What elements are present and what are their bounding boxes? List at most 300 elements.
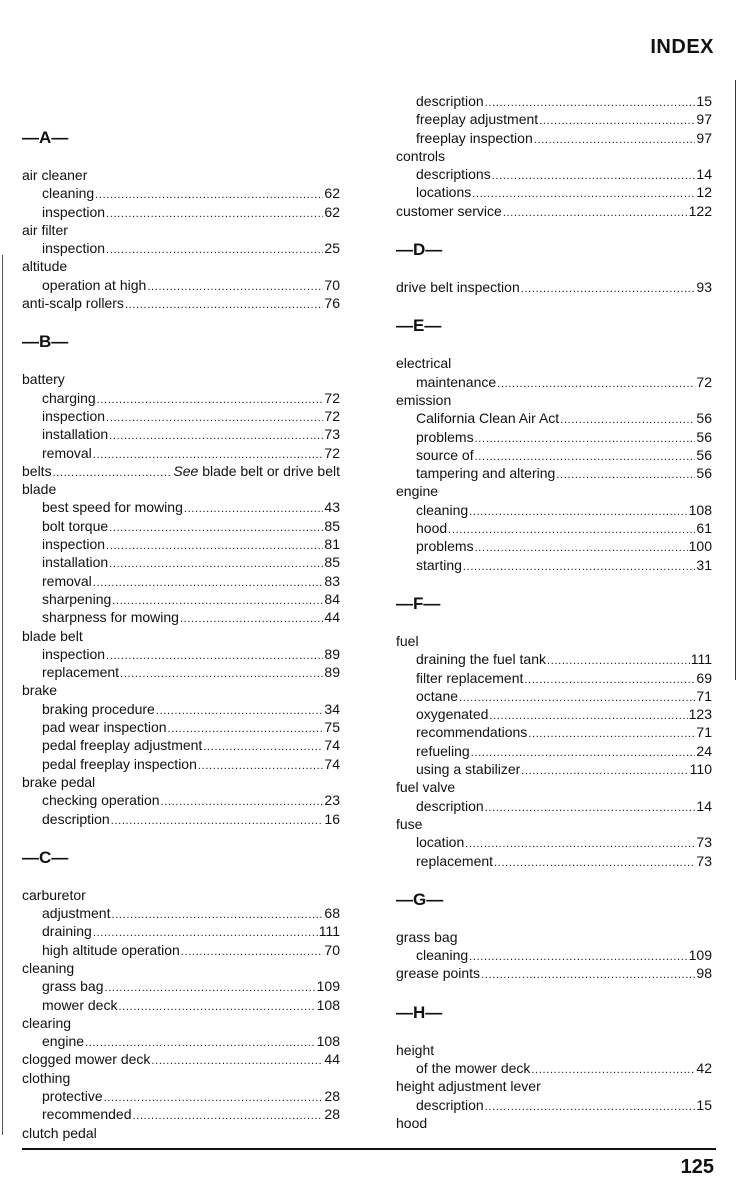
page-reference: 62 <box>324 203 340 220</box>
page-reference: 108 <box>316 996 340 1013</box>
page-reference: 85 <box>324 554 340 571</box>
index-entry <box>22 462 340 480</box>
dot-leader <box>469 503 687 521</box>
entry-term: tampering and altering <box>416 465 556 482</box>
page-number: 125 <box>680 1156 714 1178</box>
entry-term: pad wear inspection <box>42 719 167 736</box>
page-reference: 84 <box>324 590 340 607</box>
dot-leader <box>97 391 324 409</box>
index-subentry <box>396 501 712 519</box>
entry-term: description <box>416 1096 484 1113</box>
index-subentry <box>396 705 712 723</box>
index-entry <box>22 1124 340 1142</box>
page-reference: 56 <box>696 446 712 463</box>
dot-leader <box>528 725 695 743</box>
index-subentry <box>22 736 340 754</box>
index-entry <box>22 370 340 388</box>
dot-leader <box>560 411 695 429</box>
entry-term: adjustment <box>42 905 111 922</box>
entry-term: height adjustment lever <box>396 1078 541 1095</box>
index-entry <box>22 1014 340 1032</box>
entry-term: recommendations <box>416 724 528 741</box>
index-entry <box>396 632 712 650</box>
dot-leader <box>156 702 324 720</box>
entry-term: replacement <box>42 664 120 681</box>
index-subentry <box>22 444 340 462</box>
entry-term: electrical <box>396 355 452 372</box>
index-subentry <box>22 590 340 608</box>
page-reference: 72 <box>696 373 712 390</box>
dot-leader <box>151 1052 323 1070</box>
page-reference: 75 <box>324 719 340 736</box>
dot-leader <box>181 943 324 961</box>
index-subentry <box>22 1087 340 1105</box>
dot-leader <box>547 652 690 670</box>
entry-term: brake pedal <box>22 773 96 790</box>
entry-term: air filter <box>22 221 68 238</box>
page-reference: 15 <box>696 1096 712 1113</box>
dot-leader <box>469 948 687 966</box>
entry-term: refueling <box>416 742 470 759</box>
entry-term: high altitude operation <box>42 941 180 958</box>
dot-leader <box>118 998 315 1016</box>
index-entry <box>22 1050 340 1068</box>
dot-leader <box>106 537 323 555</box>
page-reference: 72 <box>324 444 340 461</box>
index-subentry <box>22 1105 340 1123</box>
entry-term: height <box>396 1041 435 1058</box>
entry-term: bolt torque <box>42 517 109 534</box>
entry-term: description <box>42 810 110 827</box>
dot-leader <box>475 430 696 448</box>
dot-leader <box>106 205 323 223</box>
dot-leader <box>485 799 696 817</box>
entry-term: locations <box>416 184 472 201</box>
index-entry <box>22 959 340 977</box>
entry-term: engine <box>42 1033 85 1050</box>
page-reference: 70 <box>324 941 340 958</box>
dot-leader <box>531 1061 695 1079</box>
entry-term: draining the fuel tank <box>416 651 546 668</box>
entry-term: altitude <box>22 258 68 275</box>
entry-term: filter replacement <box>416 669 524 686</box>
dot-leader <box>556 466 695 484</box>
section-letter-heading: —G— <box>396 889 444 909</box>
index-entry <box>396 482 712 500</box>
index-entry <box>396 1114 712 1132</box>
index-entry <box>396 928 712 946</box>
entry-term: inspection <box>42 407 106 424</box>
dot-leader <box>465 835 695 853</box>
dot-leader <box>53 464 173 482</box>
dot-leader <box>198 757 324 775</box>
page-reference: 109 <box>316 978 340 995</box>
dot-leader <box>109 555 323 573</box>
entry-term: hood <box>396 1114 428 1131</box>
dot-leader <box>485 1098 696 1116</box>
entry-term: of the mower deck <box>416 1059 531 1076</box>
index-subentry <box>396 519 712 537</box>
section-letter-heading: —B— <box>22 332 69 352</box>
page-reference: 15 <box>696 93 712 109</box>
dot-leader <box>109 427 323 445</box>
dot-leader <box>125 296 323 314</box>
entry-term: belts <box>22 462 52 479</box>
dot-leader <box>147 278 323 296</box>
index-subentry <box>22 203 340 221</box>
entry-term: California Clean Air Act <box>416 410 560 427</box>
index-subentry <box>396 833 712 851</box>
entry-term: cleaning <box>22 959 75 976</box>
entry-term: description <box>416 93 484 109</box>
section-letter-heading: —A— <box>22 128 69 147</box>
entry-term: description <box>416 797 484 814</box>
index-subentry <box>396 464 712 482</box>
page-reference: 89 <box>324 645 340 662</box>
dot-leader <box>184 500 324 518</box>
index-column-right <box>396 0 712 1132</box>
index-subentry <box>396 537 712 555</box>
entry-term: cleaning <box>416 501 469 518</box>
page-reference: 68 <box>324 905 340 922</box>
index-subentry <box>22 700 340 718</box>
index-subentry <box>22 425 340 443</box>
entry-term: sharpening <box>42 590 112 607</box>
page-reference: 97 <box>696 129 712 146</box>
dot-leader <box>133 1107 324 1125</box>
dot-leader <box>203 738 323 756</box>
entry-term: maintenance <box>416 373 497 390</box>
page-reference: 12 <box>696 184 712 201</box>
dot-leader <box>524 671 695 689</box>
index-entry <box>396 964 712 982</box>
entry-term: inspection <box>42 203 106 220</box>
page-reference: 28 <box>324 1106 340 1123</box>
entry-term: installation <box>42 554 109 571</box>
page-reference: 123 <box>688 706 712 723</box>
index-entry <box>396 778 712 796</box>
entry-term: charging <box>42 389 96 406</box>
entry-term: drive belt inspection <box>396 279 520 296</box>
dot-leader <box>503 204 688 222</box>
index-subentry <box>22 184 340 202</box>
entry-term: oxygenated <box>416 706 489 723</box>
page-reference: 44 <box>324 1051 340 1068</box>
page-reference: 108 <box>316 1033 340 1050</box>
index-subentry <box>396 650 712 668</box>
index-entry <box>22 221 340 239</box>
index-subentry <box>396 742 712 760</box>
index-subentry <box>22 276 340 294</box>
page-reference: 43 <box>324 499 340 516</box>
page-reference: 73 <box>696 834 712 851</box>
page-reference: 56 <box>696 465 712 482</box>
index-subentry <box>22 941 340 959</box>
index-subentry <box>22 810 340 828</box>
page-reference: 23 <box>324 792 340 809</box>
page-reference: 44 <box>324 609 340 626</box>
entry-term: sharpness for mowing <box>42 609 179 626</box>
dot-leader <box>106 647 323 665</box>
dot-leader <box>521 280 696 298</box>
index-subentry <box>396 409 712 427</box>
entry-term: draining <box>42 923 92 940</box>
page-reference: 85 <box>324 517 340 534</box>
index-entry <box>396 278 712 296</box>
entry-term: fuel <box>396 632 419 649</box>
index-subentry <box>22 645 340 663</box>
page-reference: 100 <box>688 538 712 555</box>
page-reference: 110 <box>689 761 712 778</box>
page-reference: 83 <box>324 572 340 589</box>
index-subentry <box>22 718 340 736</box>
index-entry <box>22 480 340 498</box>
dot-leader <box>497 375 695 393</box>
index-subentry <box>396 428 712 446</box>
dot-leader <box>475 539 688 557</box>
index-subentry <box>22 407 340 425</box>
page-reference: 98 <box>696 965 712 982</box>
entry-term: engine <box>396 483 439 500</box>
entry-term: protective <box>42 1088 103 1105</box>
dot-leader <box>481 966 695 984</box>
index-subentry <box>22 572 340 590</box>
index-entry <box>396 391 712 409</box>
page-reference: 69 <box>696 669 712 686</box>
dot-leader <box>93 574 324 592</box>
section-letter-heading: —D— <box>396 240 443 260</box>
dot-leader <box>534 131 696 149</box>
page-reference: 72 <box>324 407 340 424</box>
index-entry <box>396 1077 712 1095</box>
page-reference: 73 <box>324 426 340 443</box>
entry-term: clutch pedal <box>22 1124 97 1141</box>
index-entry <box>396 202 712 220</box>
index-subentry <box>22 1032 340 1050</box>
entry-term: pedal freeplay inspection <box>42 755 197 772</box>
dot-leader <box>472 185 695 203</box>
index-subentry <box>396 669 712 687</box>
entry-term: removal <box>42 444 92 461</box>
index-entry <box>396 1041 712 1059</box>
section-letter-heading: —H— <box>396 1002 443 1022</box>
index-subentry <box>22 608 340 626</box>
entry-term: controls <box>396 147 446 164</box>
index-subentry <box>22 904 340 922</box>
entry-term: battery <box>22 371 65 388</box>
entry-term: checking operation <box>42 792 160 809</box>
index-subentry <box>396 556 712 574</box>
entry-term: customer service <box>396 202 502 219</box>
dot-leader <box>459 689 695 707</box>
dot-leader <box>111 812 324 830</box>
index-subentry <box>396 1059 712 1077</box>
page-reference: 109 <box>688 947 712 964</box>
page-reference: 89 <box>324 664 340 681</box>
entry-term: grass bag <box>42 978 104 995</box>
page-reference: 71 <box>696 724 712 741</box>
page-reference: 108 <box>688 501 712 518</box>
index-subentry <box>396 1096 712 1114</box>
page-reference: 81 <box>324 536 340 553</box>
page-reference: 74 <box>324 737 340 754</box>
entry-term: descriptions <box>416 166 491 183</box>
page-reference: 70 <box>324 276 340 293</box>
index-subentry <box>396 165 712 183</box>
entry-term: emission <box>396 391 452 408</box>
index-subentry <box>22 663 340 681</box>
page-reference: 14 <box>696 797 712 814</box>
page-reference: 71 <box>696 687 712 704</box>
dot-leader <box>448 521 695 539</box>
page-reference: 28 <box>324 1088 340 1105</box>
index-subentry <box>396 92 712 110</box>
page-reference: 76 <box>324 295 340 312</box>
page-reference: 34 <box>324 700 340 717</box>
index-subentry <box>396 852 712 870</box>
index-subentry <box>396 373 712 391</box>
entry-term: installation <box>42 426 109 443</box>
page-reference: 56 <box>696 410 712 427</box>
index-subentry <box>22 553 340 571</box>
index-subentry <box>396 129 712 147</box>
entry-term: cleaning <box>416 947 469 964</box>
dot-leader <box>539 112 695 130</box>
index-entry <box>22 886 340 904</box>
index-entry <box>22 294 340 312</box>
entry-term: fuel valve <box>396 779 456 796</box>
dot-leader <box>161 793 324 811</box>
entry-term: mower deck <box>42 996 118 1013</box>
entry-term: air cleaner <box>22 167 88 183</box>
index-entry <box>396 815 712 833</box>
index-subentry <box>22 389 340 407</box>
entry-term: pedal freeplay adjustment <box>42 737 203 754</box>
entry-term: grass bag <box>396 928 458 945</box>
entry-term: operation at high <box>42 276 147 293</box>
entry-term: octane <box>416 687 459 704</box>
entry-term: problems <box>416 538 474 555</box>
page-reference: 74 <box>324 755 340 772</box>
footer-rule <box>22 1148 716 1150</box>
page-reference: 72 <box>324 389 340 406</box>
spacer <box>396 0 712 92</box>
index-subentry <box>396 760 712 778</box>
entry-term: problems <box>416 428 474 445</box>
page-reference: 73 <box>696 852 712 869</box>
index-subentry <box>396 946 712 964</box>
dot-leader <box>120 665 323 683</box>
index-entry <box>396 147 712 165</box>
index-entry <box>22 257 340 275</box>
scan-edge-mark-left <box>2 255 3 1135</box>
index-entry <box>22 627 340 645</box>
entry-term: removal <box>42 572 92 589</box>
entry-term: fuse <box>396 815 423 832</box>
entry-term: best speed for mowing <box>42 499 183 516</box>
index-subentry <box>396 723 712 741</box>
entry-term: using a stabilizer <box>416 761 521 778</box>
entry-term: freeplay inspection <box>416 129 533 146</box>
dot-leader <box>463 558 696 576</box>
entry-term: clothing <box>22 1069 71 1086</box>
entry-term: brake <box>22 682 58 699</box>
dot-leader <box>109 519 323 537</box>
index-subentry <box>396 446 712 464</box>
page-reference: 111 <box>690 651 712 668</box>
index-entry <box>22 166 340 184</box>
index-subentry <box>22 498 340 516</box>
entry-term: blade belt <box>22 627 83 644</box>
index-subentry <box>396 183 712 201</box>
section-letter-heading: —E— <box>396 316 442 336</box>
page-reference: 31 <box>696 556 712 573</box>
index-subentry <box>22 996 340 1014</box>
entry-term: starting <box>416 556 462 573</box>
index-subentry <box>22 517 340 535</box>
index-column-left <box>22 0 340 1142</box>
page-reference: 93 <box>696 279 712 296</box>
index-entry <box>22 681 340 699</box>
index-subentry <box>22 755 340 773</box>
dot-leader <box>111 906 323 924</box>
index-subentry <box>22 239 340 257</box>
page-reference: 62 <box>324 185 340 202</box>
entry-term: cleaning <box>42 185 95 202</box>
spacer <box>22 0 340 108</box>
dot-leader <box>95 186 323 204</box>
entry-term: blade <box>22 481 57 498</box>
dot-leader <box>494 854 695 872</box>
page-reference: 24 <box>696 742 712 759</box>
dot-leader <box>521 762 688 780</box>
index-entry <box>396 354 712 372</box>
entry-term: replacement <box>416 852 494 869</box>
entry-term: location <box>416 834 465 851</box>
dot-leader <box>106 241 323 259</box>
entry-term: inspection <box>42 645 106 662</box>
index-entry <box>22 773 340 791</box>
index-subentry <box>396 797 712 815</box>
index-subentry <box>396 687 712 705</box>
scan-edge-mark <box>735 80 736 680</box>
page-title: INDEX <box>650 36 714 58</box>
dot-leader <box>492 167 696 185</box>
entry-term: clogged mower deck <box>22 1051 151 1068</box>
entry-term: recommended <box>42 1106 132 1123</box>
index-subentry <box>22 977 340 995</box>
entry-term: source of <box>416 446 474 463</box>
entry-term: freeplay adjustment <box>416 111 539 128</box>
entry-term: grease points <box>396 965 481 982</box>
section-letter-heading: —C— <box>22 847 69 867</box>
page-reference: 97 <box>696 111 712 128</box>
entry-term: anti-scalp rollers <box>22 295 124 312</box>
entry-term: inspection <box>42 536 106 553</box>
entry-term: hood <box>416 520 448 537</box>
index-subentry <box>22 535 340 553</box>
page-reference: 111 <box>318 923 340 940</box>
page-reference: 42 <box>696 1059 712 1076</box>
section-letter-heading: —F— <box>396 593 441 613</box>
dot-leader <box>104 1089 324 1107</box>
index-entry <box>22 1069 340 1087</box>
see-reference-label: See <box>173 462 199 479</box>
index-subentry <box>396 110 712 128</box>
index-subentry <box>22 922 340 940</box>
page-reference: 16 <box>324 810 340 827</box>
dot-leader <box>104 979 315 997</box>
